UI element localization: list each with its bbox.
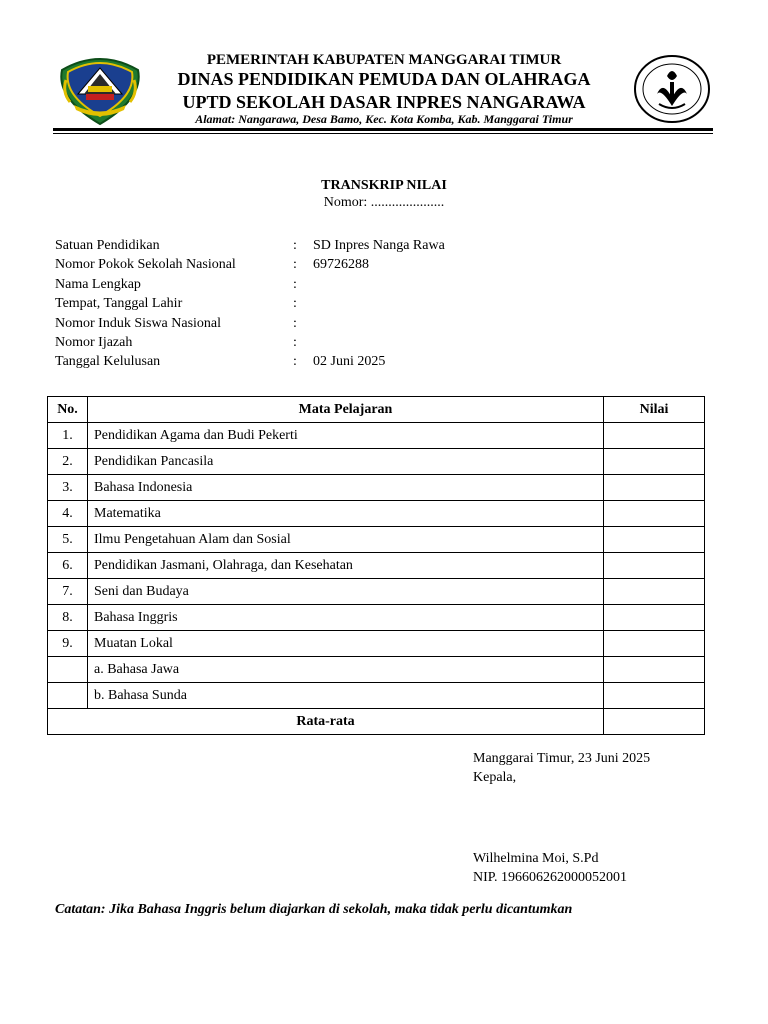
subject-name: Matematika xyxy=(88,501,604,527)
table-row xyxy=(48,449,705,475)
average-row xyxy=(48,709,705,735)
row-number: 8. xyxy=(48,605,88,631)
identity-row xyxy=(55,314,613,333)
subject-name: a. Bahasa Jawa xyxy=(88,657,604,683)
identity-value xyxy=(313,333,613,352)
subject-name: Pendidikan Pancasila xyxy=(88,449,604,475)
identity-label: Satuan Pendidikan xyxy=(55,238,160,253)
subject-name: Pendidikan Agama dan Budi Pekerti xyxy=(88,423,604,449)
signature-role: Kepala, xyxy=(473,770,517,785)
table-row xyxy=(48,631,705,657)
grade-cell xyxy=(604,605,705,631)
subject-name: Muatan Lokal xyxy=(88,631,604,657)
row-number: 1. xyxy=(48,423,88,449)
subject-name: Ilmu Pengetahuan Alam dan Sosial xyxy=(88,527,604,553)
document-number: Nomor: ..................... xyxy=(323,195,445,210)
table-row xyxy=(48,553,705,579)
average-value xyxy=(604,709,705,735)
grade-cell xyxy=(604,579,705,605)
row-number xyxy=(48,683,88,709)
signature-nip: NIP. 196606262000052001 xyxy=(473,870,628,885)
subject-name: b. Bahasa Sunda xyxy=(88,683,604,709)
grade-cell xyxy=(604,527,705,553)
identity-value: 02 Juni 2025 xyxy=(313,354,386,370)
header-agency: DINAS PENDIDIKAN PEMUDA DAN OLAHRAGA xyxy=(177,69,591,89)
header-government: PEMERINTAH KABUPATEN MANGGARAI TIMUR xyxy=(206,52,562,68)
identity-label: Nomor Pokok Sekolah Nasional xyxy=(55,257,236,273)
identity-label: Nomor Ijazah xyxy=(55,334,133,350)
signature-place-date: Manggarai Timur, 23 Juni 2025 xyxy=(473,751,651,766)
identity-label: Tempat, Tanggal Lahir xyxy=(55,296,183,312)
row-number: 2. xyxy=(48,449,88,475)
identity-value: SD Inpres Nanga Rawa xyxy=(313,238,445,253)
row-number: 5. xyxy=(48,527,88,553)
column-header-no: No. xyxy=(48,397,88,423)
row-number: 4. xyxy=(48,501,88,527)
table-header-row xyxy=(48,397,705,423)
table-row xyxy=(48,657,705,683)
row-number xyxy=(48,657,88,683)
identity-row xyxy=(55,352,613,371)
header-divider-thin xyxy=(53,133,713,134)
grade-cell xyxy=(604,657,705,683)
table-row xyxy=(48,605,705,631)
grade-cell xyxy=(604,553,705,579)
grades-table xyxy=(47,396,705,735)
table-row xyxy=(48,579,705,605)
identity-colon: : xyxy=(293,334,297,350)
subject-name: Bahasa Inggris xyxy=(88,605,604,631)
row-number: 6. xyxy=(48,553,88,579)
subject-name: Seni dan Budaya xyxy=(88,579,604,605)
grade-cell xyxy=(604,501,705,527)
identity-colon: : xyxy=(293,276,297,292)
identity-colon: : xyxy=(293,354,297,370)
grade-cell xyxy=(604,449,705,475)
subject-name: Bahasa Indonesia xyxy=(88,475,604,501)
identity-block xyxy=(55,236,613,372)
table-row xyxy=(48,527,705,553)
identity-colon: : xyxy=(293,257,297,273)
identity-value xyxy=(313,314,613,333)
identity-label: Nomor Induk Siswa Nasional xyxy=(55,315,222,331)
grade-cell xyxy=(604,423,705,449)
identity-label: Nama Lengkap xyxy=(55,276,141,292)
table-row xyxy=(48,475,705,501)
identity-row xyxy=(55,275,613,294)
identity-row xyxy=(55,255,613,274)
identity-label: Tanggal Kelulusan xyxy=(55,354,161,370)
identity-value xyxy=(313,294,613,313)
subject-name: Pendidikan Jasmani, Olahraga, dan Kesehatan xyxy=(88,553,604,579)
column-header-grade: Nilai xyxy=(604,397,705,423)
identity-colon: : xyxy=(293,296,297,312)
column-header-subject: Mata Pelajaran xyxy=(88,397,604,423)
document-title: TRANSKRIP NILAI xyxy=(321,178,447,193)
row-number: 9. xyxy=(48,631,88,657)
identity-row xyxy=(55,236,613,255)
row-number: 3. xyxy=(48,475,88,501)
identity-value xyxy=(313,275,613,294)
header-school: UPTD SEKOLAH DASAR INPRES NANGARAWA xyxy=(182,92,586,112)
row-number: 7. xyxy=(48,579,88,605)
identity-row xyxy=(55,333,613,352)
header-divider-thick xyxy=(53,128,713,131)
table-row xyxy=(48,423,705,449)
average-label: Rata-rata xyxy=(48,709,604,735)
grade-cell xyxy=(604,475,705,501)
header-address: Alamat: Nangarawa, Desa Bamo, Kec. Kota Komba, Kab. Manggarai Timur xyxy=(195,112,573,126)
grade-cell xyxy=(604,683,705,709)
identity-colon: : xyxy=(293,315,297,331)
identity-value: 69726288 xyxy=(313,257,369,273)
signature-name: Wilhelmina Moi, S.Pd xyxy=(473,851,599,866)
table-row xyxy=(48,683,705,709)
grade-cell xyxy=(604,631,705,657)
footnote: Catatan: Jika Bahasa Inggris belum diajarkan di sekolah, maka tidak perlu dicantumkan xyxy=(55,902,573,917)
identity-row xyxy=(55,294,613,313)
table-row xyxy=(48,501,705,527)
identity-colon: : xyxy=(293,238,297,253)
